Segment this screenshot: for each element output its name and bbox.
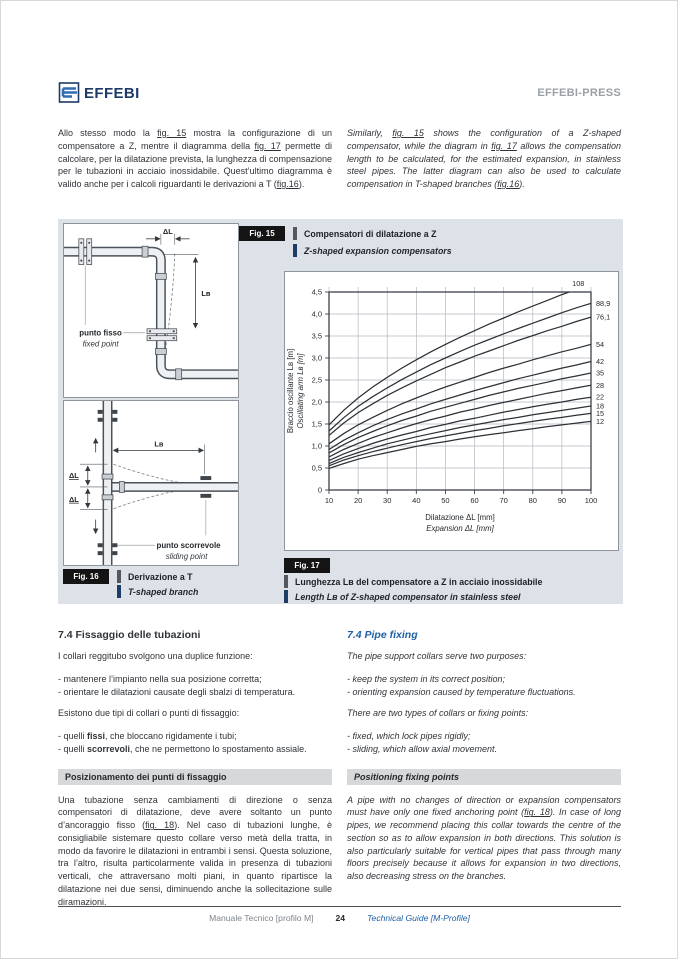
text-segment: ).	[298, 179, 305, 190]
svg-text:90: 90	[557, 496, 567, 505]
caption-bar-navy	[117, 585, 121, 598]
svg-text:42: 42	[596, 357, 605, 367]
intro-paragraph-it	[58, 127, 332, 191]
fig17-chart-box	[284, 271, 619, 551]
svg-text:12: 12	[596, 416, 605, 426]
text-segment: Una tubazione senza cambiamenti di direzione o senza compensatori di dilatazione, deve avere soltanto un punto d’ancoraggio fisso (	[58, 794, 332, 831]
text-segment: , che bloccano rigidamente i tubi;	[105, 731, 237, 742]
caption-bar-gray	[117, 570, 121, 583]
fig16-delta-l-lower-label: ΔL	[69, 494, 79, 504]
text-segment: allows the compensation length to be calculated, for the estimated expansion, in stainless steel pipes. The latter diagram can also be used to calculate compensation in T-shaped branches (	[347, 140, 621, 190]
fig16-title-it: Derivazione a T	[128, 571, 193, 582]
fig-reference: fig. 17	[491, 140, 517, 151]
svg-text:80: 80	[528, 496, 537, 505]
svg-text:108: 108	[572, 279, 585, 288]
svg-text:50: 50	[441, 496, 450, 505]
section-7-4	[58, 629, 621, 918]
svg-text:Oscillating arm Lʙ [m]: Oscillating arm Lʙ [m]	[296, 353, 305, 429]
fig-reference: fig. 18	[145, 820, 175, 831]
text-segment: , che ne permettono lo spostamento assiale.	[130, 743, 307, 754]
svg-text:88,9: 88,9	[596, 298, 611, 308]
caption-bar-navy	[284, 590, 288, 603]
svg-text:0: 0	[317, 485, 322, 495]
fig16-arm-label: Lʙ	[154, 439, 164, 449]
fig16-t-branch-diagram	[64, 401, 238, 565]
caption-bar-navy	[293, 244, 297, 257]
page-header	[58, 81, 621, 105]
svg-text:15: 15	[596, 408, 605, 418]
text-segment: shows the configuration of a Z-shaped compensator, while the diagram in	[347, 128, 621, 151]
fig16-caption	[63, 569, 198, 599]
fig-reference: fig. 15	[157, 128, 187, 138]
effebi-logo-icon	[58, 81, 82, 105]
page-number: 24	[335, 913, 346, 923]
fig15-drawing-box	[63, 223, 239, 398]
svg-text:54: 54	[596, 339, 605, 349]
fig16-sliding-point-label-it: punto scorrevole	[156, 541, 221, 551]
svg-text:30: 30	[383, 496, 392, 505]
fig-reference: fig. 15	[392, 128, 424, 138]
effebi-logo	[58, 81, 140, 105]
text-segment: fissi	[87, 731, 106, 742]
text-segment: - sliding, which allow axial movement.	[347, 743, 498, 754]
svg-text:22: 22	[596, 392, 605, 402]
section-heading-en: 7.4 Pipe fixing	[347, 629, 418, 641]
svg-text:10: 10	[324, 496, 334, 505]
svg-text:60: 60	[470, 496, 479, 505]
chart-curves	[329, 284, 591, 468]
svg-text:1,5: 1,5	[311, 419, 322, 429]
section-7-4-italian	[58, 629, 332, 918]
fig15-z-compensator-diagram	[64, 224, 238, 397]
footer-title-en: Technical Guide [M-Profile]	[367, 913, 470, 923]
section-para-en: There are two types of collars or fixing points:	[347, 708, 529, 719]
svg-text:4,5: 4,5	[311, 287, 322, 297]
svg-text:76,1: 76,1	[596, 312, 611, 322]
subheading-positioning-en: Positioning fixing points	[347, 769, 621, 785]
svg-text:2,0: 2,0	[311, 397, 322, 407]
text-segment: A pipe with no changes of direction or expansion compensators must have only one fixed anchoring point (	[347, 794, 621, 818]
intro-paragraphs	[58, 127, 621, 201]
fig17-title-it: Lunghezza Lʙ del compensatore a Z in acciaio inossidabile	[295, 576, 543, 587]
fig16-tag: Fig. 16	[63, 569, 109, 584]
text-segment: - quelli	[58, 743, 88, 754]
text-segment: scorrevoli	[87, 743, 131, 754]
text-segment: Allo stesso modo la	[58, 128, 158, 138]
bullet-item	[347, 730, 621, 743]
fig17-expansion-chart	[285, 272, 618, 550]
svg-text:1,0: 1,0	[311, 441, 322, 451]
bullet-item: - keep the system in its correct position;	[347, 673, 506, 684]
fig16-drawing-box	[63, 400, 239, 566]
svg-text:18: 18	[596, 401, 605, 411]
fig15-tag: Fig. 15	[239, 226, 285, 241]
text-segment: - fixed, which lock pipes rigidly;	[347, 731, 471, 742]
svg-text:Braccio oscillante Lʙ [m]: Braccio oscillante Lʙ [m]	[286, 348, 295, 434]
text-segment: mostra la configurazione di un compensatore a Z, mentre il diagramma della	[58, 128, 332, 151]
brand-name: EFFEBI-PRESS	[537, 87, 621, 99]
fig15-title-it: Compensatori di dilatazione a Z	[304, 228, 437, 239]
section-lead-it: I collari reggitubo svolgono una duplice funzione:	[58, 651, 253, 661]
text-segment: - quelli	[58, 731, 88, 742]
positioning-paragraph-en	[347, 794, 621, 883]
section-7-4-english	[347, 629, 621, 918]
fig15-caption	[239, 225, 452, 259]
page-footer	[58, 906, 621, 923]
chart-grid	[329, 287, 591, 490]
svg-text:Dilatazione ΔL [mm]: Dilatazione ΔL [mm]	[425, 513, 495, 522]
text-segment: ). In case of long pipes, we recommend placing this collar towards the centre of the section so as to allow expansion in both directions. This solution is also particularly suitable for vertical pipes that pass through many floors precisely because it allows for expansion in two directions, also decreasing stress on the branches.	[347, 807, 621, 882]
fig16-sliding-point-label-en: sliding point	[165, 552, 208, 562]
svg-text:4,0: 4,0	[311, 309, 322, 319]
caption-bar-gray	[293, 227, 297, 240]
fig16-delta-l-upper-label: ΔL	[69, 471, 79, 481]
bullet-item: - mantenere l’impianto nella sua posizione corretta;	[58, 673, 262, 684]
fig15-arm-label: Lʙ	[201, 289, 211, 299]
section-lead-en: The pipe support collars serve two purposes:	[347, 651, 527, 661]
fig-reference: fig.16	[276, 179, 299, 190]
svg-text:Expansion ΔL [mm]: Expansion ΔL [mm]	[426, 524, 494, 533]
text-segment: ). Nel caso di tubazioni lunghe, è consigliabile sistemare questo collare verso metà della tratta, in modo da favorire le dilatazioni in entrambi i sensi. Questa soluzione, tra l’altro, risulta particolarmente valida in presenza di tubazioni verticali, che attraversano molti piani, in quanto ripartisce la dilatazione nei due sensi, diminuendo anche la sollecitazione sulle diramazioni.	[58, 820, 332, 907]
section-heading-it: 7.4 Fissaggio delle tubazioni	[58, 629, 201, 641]
bullet-item	[347, 743, 621, 756]
fig15-fixed-point-label-it: punto fisso	[79, 328, 122, 338]
svg-text:28: 28	[596, 380, 605, 390]
fig16-title-en: T-shaped branch	[128, 586, 199, 597]
svg-text:35: 35	[596, 368, 605, 378]
fig-reference: fig. 17	[254, 140, 281, 151]
bullet-item: - orientare le dilatazioni causate degli sbalzi di temperatura.	[58, 686, 296, 697]
fig15-delta-l-label: ΔL	[162, 226, 173, 236]
figure-panel	[58, 219, 623, 604]
svg-text:3,0: 3,0	[311, 353, 322, 363]
caption-bar-gray	[284, 575, 288, 588]
intro-paragraph-en	[347, 127, 621, 191]
fig17-title-en: Length Lʙ of Z-shaped compensator in stainless steel	[295, 591, 521, 602]
svg-text:20: 20	[353, 496, 363, 505]
fig17-caption	[284, 555, 542, 604]
text-segment: ).	[519, 179, 525, 190]
fig17-tag: Fig. 17	[284, 558, 330, 573]
positioning-paragraph-it	[58, 794, 332, 909]
subheading-positioning-it: Posizionamento dei punti di fissaggio	[58, 769, 332, 785]
svg-text:2,5: 2,5	[311, 375, 322, 385]
fig15-fixed-point-label-en: fixed point	[82, 339, 119, 349]
text-segment: Similarly,	[347, 128, 393, 138]
footer-title-it: Manuale Tecnico [profilo M]	[209, 913, 314, 923]
svg-text:70: 70	[499, 496, 508, 505]
fig-reference: fig.16	[497, 179, 520, 190]
svg-text:100: 100	[584, 496, 598, 505]
svg-text:3,5: 3,5	[311, 331, 322, 341]
svg-text:40: 40	[412, 496, 421, 505]
fig15-title-en: Z-shaped expansion compensators	[304, 245, 452, 256]
bullet-item	[58, 730, 332, 743]
logo-text: EFFEBI	[84, 84, 140, 102]
bullet-item: - orienting expansion caused by temperature fluctuations.	[347, 686, 576, 697]
bullet-item	[58, 743, 332, 756]
fig-reference: fig. 18	[524, 807, 550, 818]
svg-text:0,5: 0,5	[311, 463, 322, 473]
text-segment: permette di calcolare, per la dilatazione prevista, la lunghezza di compensazione per le tubazioni in acciaio inossidabile. Quest’ultimo diagramma è valido anche per i calcoli riguardanti le derivazioni a T (	[58, 140, 332, 190]
section-para-it: Esistono due tipi di collari o punti di fissaggio:	[58, 708, 240, 719]
